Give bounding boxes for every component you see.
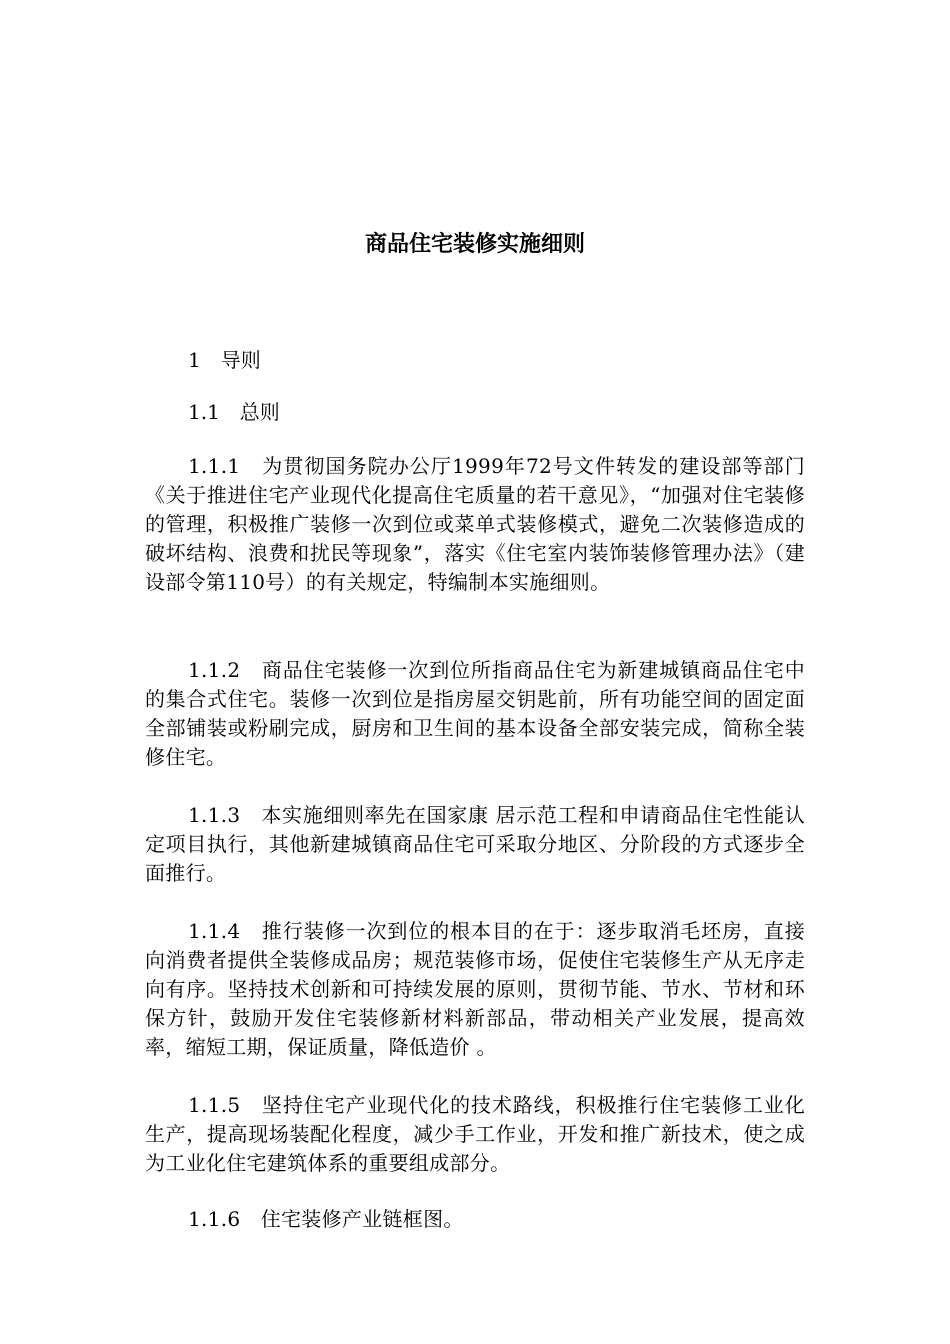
paragraph-1-1-2: 1.1.2 商品住宅装修一次到位所指商品住宅为新建城镇商品住宅中的集合式住宅。装修一次到位是指房屋交钥匙前，所有功能空间的固定面全部铺装或粉刷完成，厨房和卫生间的基本设备全部安装完成，简称全装修住宅。 xyxy=(145,658,805,769)
paragraph-1-1-3: 1.1.3 本实施细则率先在国家康 居示范工程和申请商品住宅性能认定项目执行，其他新建城镇商品住宅可采取分地区、分阶段的方式逐步全面推行。 xyxy=(145,803,805,885)
paragraph-1-1-5: 1.1.5 坚持住宅产业现代化的技术路线，积极推行住宅装修工业化生产，提高现场装配化程度，减少手工作业，开发和推广新技术，使之成为工业化住宅建筑体系的重要组成部分。 xyxy=(145,1093,805,1175)
section-heading-1: 1 导则 xyxy=(188,348,261,372)
paragraph-1-1-4: 1.1.4 推行装修一次到位的根本目的在于：逐步取消毛坯房，直接向消费者提供全装修成品房；规范装修市场，促使住宅装修生产从无序走向有序。坚持技术创新和可持续发展的原则，贯彻节能、节水、节材和环保方针，鼓励开发住宅装修新材料新部品，带动相关产业发展，提高效率，缩短工期，保证质量，降低造价 。 xyxy=(145,919,805,1059)
paragraph-1-1-6: 1.1.6 住宅装修产业链框图。 xyxy=(188,1207,464,1231)
document-title: 商品住宅装修实施细则 xyxy=(364,232,585,257)
section-heading-1-1: 1.1 总则 xyxy=(188,400,280,424)
paragraph-1-1-1: 1.1.1 为贯彻国务院办公厅1999年72号文件转发的建设部等部门《关于推进住宅产业现代化提高住宅质量的若干意见》，“加强对住宅装修的管理，积极推广装修一次到位或菜单式装修模式，避免二次装修造成的破坏结构、浪费和扰民等现象”，落实《住宅室内装饰装修管理办法》（建设部令第110号）的有关规定，特编制本实施细则。 xyxy=(145,454,805,594)
